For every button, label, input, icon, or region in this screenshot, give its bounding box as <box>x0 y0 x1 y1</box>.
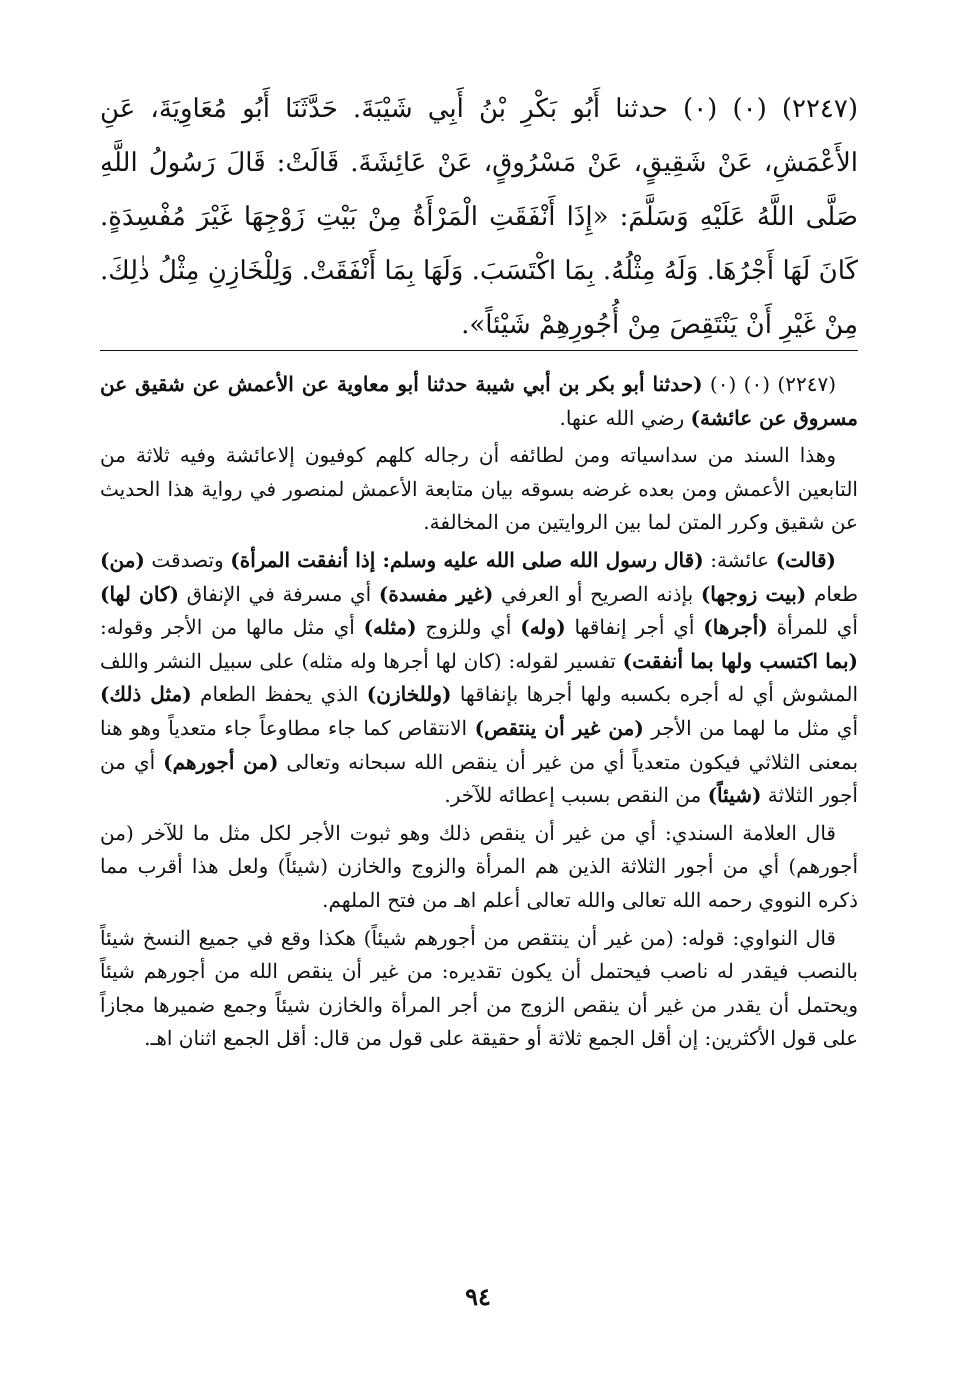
matn-quote: (مثله) <box>363 615 417 640</box>
hadith-number: (٢٢٤٧) (٠) (٠) <box>702 372 836 396</box>
commentary-text: وتصدقت <box>144 547 231 572</box>
separator-line <box>100 350 858 351</box>
hadith-text: (٢٢٤٧) (٠) (٠) حدثنا أَبُو بَكْرِ بْنُ أَبِي شَيْبَةَ. حَدَّثَنَا أَبُو مُعَاوِيَةَ، عَنِ الأَعْمَشِ، عَنْ شَقِيقٍ، عَنْ مَسْرُوقٍ، عَنْ عَائِشَةَ. قَالَتْ: قَالَ رَسُولُ اللَّهِ صَلَّى اللَّهُ عَلَيْهِ وَسَلَّمَ: «إِذَا أَنْفَقَتِ الْمَرْأَةُ مِنْ بَيْتِ زَوْجِهَا غَيْرَ مُفْسِدَةٍ. كَانَ لَهَا أَجْرُهَا. وَلَهُ مِثْلُهُ. بِمَا اكْتَسَبَ. وَلَهَا بِمَا أَنْفَقَتْ. وَلِلْخَازِنِ مِثْلُ ذٰلِكَ. مِنْ غَيْرِ أَنْ يَنْتَقِصَ مِنْ أُجُورِهِمْ شَيْئاً». <box>100 94 858 340</box>
commentary-paragraph-5: قال النواوي: قوله: (من غير أن ينتقص من أجورهم شيئاً) هكذا وقع في جميع النسخ شيئاً بالنصب فيقدر له ناصب فيحتمل أن يكون تقديره: من غير أن ينقص الله من أجورهم شيئاً ويحتمل أن يقدر من غير أن ينقص الزوج من أجر المرأة والخازن شيئاً وجمع ضميرها مجازاً على قول الأكثرين: إن أقل الجمع ثلاثة أو حقيقة على قول من قال: أقل الجمع اثنان اهـ. <box>100 925 858 1051</box>
commentary-text: أي للمرأة <box>767 615 858 640</box>
commentary-paragraph-1 <box>100 368 858 435</box>
commentary-text: بإذنه الصريح أو العرفي <box>493 581 701 606</box>
matn-quote: (مثل ذلك) <box>100 682 192 707</box>
commentary-text: من النقص بسبب إعطائه للآخر. <box>444 783 708 808</box>
matn-quote: (وله) <box>520 615 566 640</box>
commentary-paragraph-3 <box>100 544 858 813</box>
matn-quote: (بما اكتسب ولها بما أنفقت) <box>622 648 858 673</box>
matn-quote: (كان لها) <box>100 581 179 606</box>
commentary-text: أي مثل مالها من الأجر وقوله: <box>100 615 364 640</box>
matn-quote: (من) <box>100 547 145 572</box>
isnad-bold: (حدثنا أبو بكر بن أبي شيبة حدثنا أبو معاوية عن الأعمش عن شقيق عن مسروق عن عائشة) <box>100 372 858 430</box>
matn-quote: (من أجورهم) <box>163 749 279 774</box>
commentary-paragraph-2: وهذا السند من سداسياته ومن لطائفه أن رجاله كلهم كوفيون إلاعائشة وفيه ثلاثة من التابعين الأعمش ومن بعده غرضه بسوقه بيان متابعة الأعمش لمنصور في رواية هذا الحديث عن شقيق وكرر المتن لما بين الروايتين من المخالفة. <box>100 443 858 535</box>
commentary-text: رضي الله عنها. <box>559 405 691 430</box>
commentary-text: عائشة: <box>703 547 776 572</box>
commentary-text: تفسير لقوله: (كان لها أجرها وله مثله) على سبيل النشر واللف المشوش أي له أجره بكسبه ولها أجرها بإنفاقها <box>100 648 858 707</box>
commentary-paragraph-4: قال العلامة السندي: أي من غير أن ينقص ذلك وهو ثبوت الأجر لكل مثل ما للآخر (من أجورهم) أي من أجور الثلاثة الذين هم المرأة والزوج والخازن (شيئاً) ولعل هذا أقرب مما ذكره النووي رحمه الله تعالى والله تعالى أعلم اهـ من فتح الملهم. <box>100 820 858 912</box>
commentary-text: الانتقاص كما جاء مطاوعاً جاء متعدياً وهو هنا بمعنى الثلاثي فيكون متعدياً أي من غير أن ينقص الله سبحانه وتعالى <box>100 715 859 774</box>
commentary-text: أي مثل ما لهما من الأجر <box>643 715 859 740</box>
matn-quote: (بيت زوجها) <box>700 581 807 606</box>
page-number: ٩٤ <box>465 1282 491 1311</box>
matn-quote: (وللخازن) <box>366 682 452 707</box>
matn-quote: (شيئاً) <box>707 783 762 808</box>
commentary-text: طعام <box>806 581 858 606</box>
matn-quote: (قال رسول الله صلى الله عليه وسلم: إذا أنفقت المرأة) <box>230 547 704 572</box>
commentary <box>100 368 858 1060</box>
commentary-text: الذي يحفظ الطعام <box>191 682 367 707</box>
commentary-text: أي من أجور الثلاثة <box>100 749 858 808</box>
matn-quote: (غير مفسدة) <box>378 581 494 606</box>
commentary-text: أي وللزوج <box>416 615 521 640</box>
commentary-text: أي مسرفة في الإنفاق <box>178 581 379 606</box>
matn-quote: (أجرها) <box>703 615 768 640</box>
matn-quote: (قالت) <box>775 547 836 572</box>
matn-quote: (من غير أن ينتقص) <box>474 715 644 740</box>
commentary-text: أي أجر إنفاقها <box>565 615 704 640</box>
